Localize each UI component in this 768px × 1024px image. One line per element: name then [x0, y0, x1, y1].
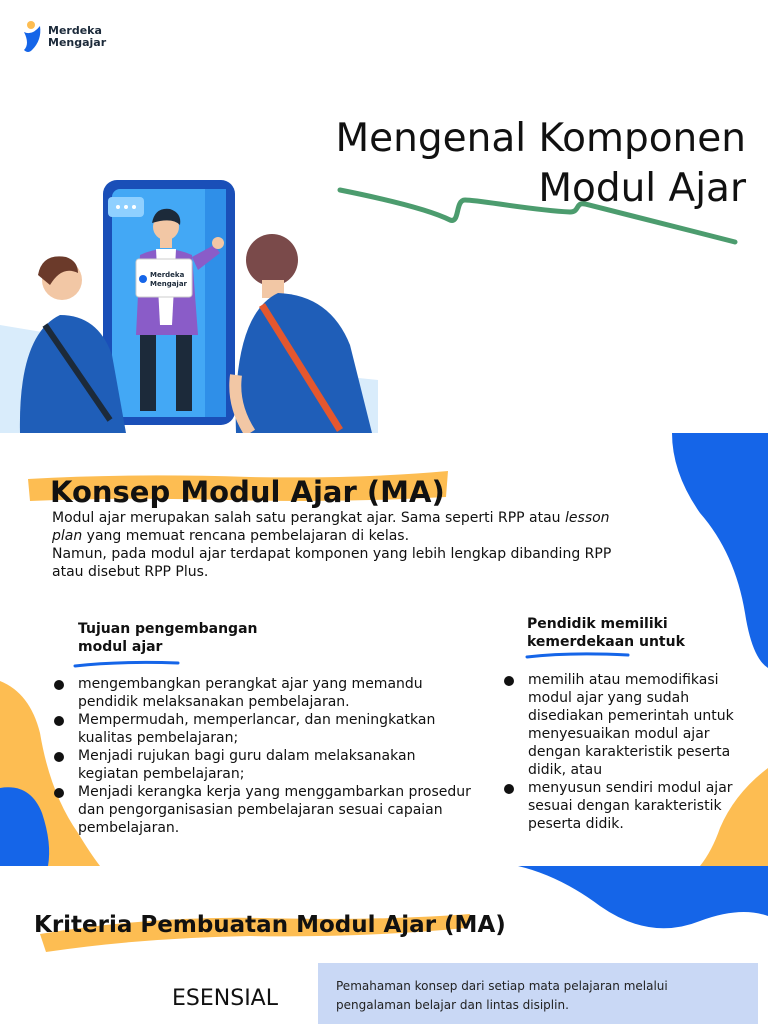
merdeka-mengajar-logo — [20, 20, 106, 54]
list-item: Mempermudah, memperlancar, dan meningkatkan kualitas pembelajaran; — [52, 711, 472, 747]
intro-part3: Namun, pada modul ajar terdapat komponen yang lebih lengkap dibanding RPP atau disebut RPP Plus. — [52, 546, 612, 580]
tujuan-heading: Tujuan pengembangan modul ajar — [78, 621, 258, 655]
list-item: Menjadi kerangka kerja yang menggambarkan prosedur dan pengorganisasian pembelajaran sesuai capaian pembelajaran. — [52, 783, 472, 837]
green-squiggle-decoration — [330, 180, 750, 260]
brand-line1: Merdeka — [48, 24, 102, 37]
title-line1: Mengenal Komponen — [335, 116, 746, 161]
list-item: Menjadi rujukan bagi guru dalam melaksanakan kegiatan pembelajaran; — [52, 747, 472, 783]
logo-icon — [20, 20, 44, 54]
kriteria-slide — [0, 866, 768, 1024]
konsep-heading: Konsep Modul Ajar (MA) — [50, 475, 445, 509]
tujuan-list — [52, 675, 472, 837]
konsep-intro — [52, 509, 632, 581]
title-line2: Modul Ajar — [538, 166, 746, 211]
brand-line2: Mengajar — [48, 36, 107, 49]
kriteria-heading: Kriteria Pembuatan Modul Ajar (MA) — [34, 912, 506, 938]
esensial-description: Pemahaman konsep dari setiap mata pelajaran melalui pengalaman belajar dan lintas disiplin. — [318, 963, 758, 1024]
kemerdekaan-heading: Pendidik memiliki kemerdekaan untuk — [527, 616, 685, 650]
list-item: memilih atau memodifikasi modul ajar yang sudah disediakan pemerintah untuk menyesuaikan modul ajar dengan karakteristik peserta didik, atau — [502, 671, 740, 779]
intro-part2: yang memuat rencana pembelajaran di kelas. — [82, 528, 410, 544]
kemerdekaan-list — [502, 671, 740, 833]
esensial-label: ESENSIAL — [172, 986, 278, 1011]
konsep-slide — [0, 433, 768, 866]
badge-line2: Mengajar — [150, 280, 188, 288]
intro-part1: Modul ajar merupakan salah satu perangkat ajar. Sama seperti RPP atau — [52, 510, 566, 526]
badge-line1: Merdeka — [150, 271, 185, 279]
cover-slide — [0, 0, 768, 433]
list-item: menyusun sendiri modul ajar sesuai dengan karakteristik peserta didik. — [502, 779, 740, 833]
teacher-phone-illustration — [0, 175, 380, 433]
intro-italic: lesson plan — [52, 510, 610, 544]
list-item: mengembangkan perangkat ajar yang memandu pendidik melaksanakan pembelajaran. — [52, 675, 472, 711]
